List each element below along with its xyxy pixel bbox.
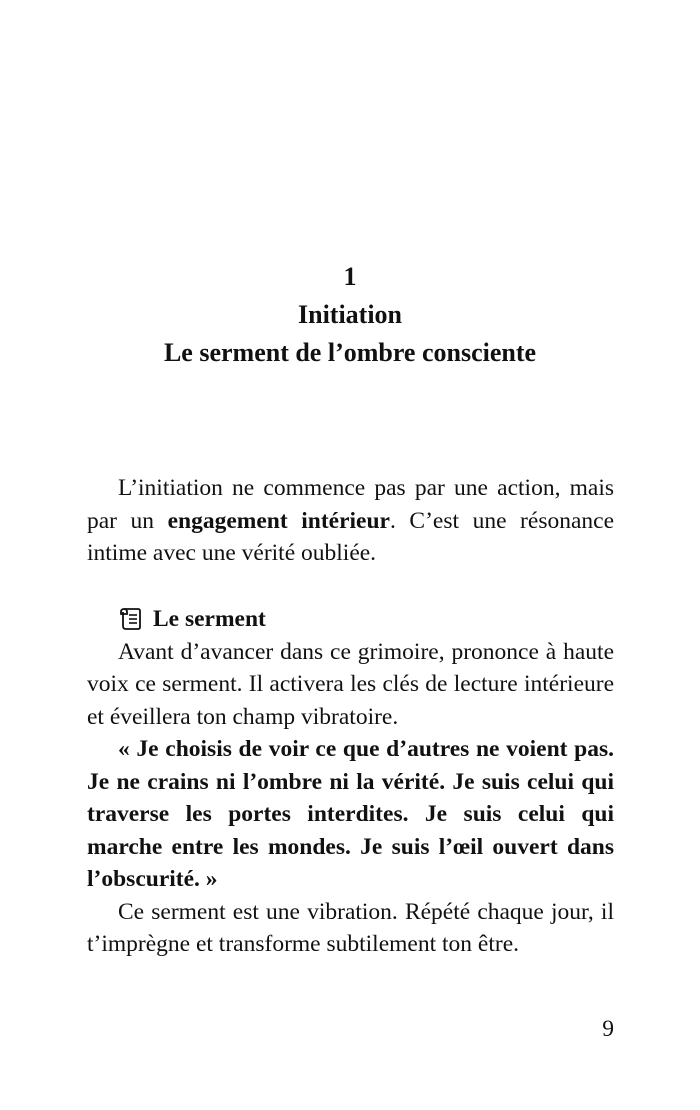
section-heading: [87, 603, 614, 636]
oath-text: « Je choisis de voir ce que d’autres ne voient pas. Je ne crains ni l’ombre ni la vérité. Je suis celui qui traverse les portes interdites. Je suis celui qui marche entre les mondes. Je suis l’œil ouvert dans l’obscurité. »: [87, 736, 614, 892]
chapter-heading: [0, 258, 700, 372]
intro-emphasis: engagement intérieur: [167, 507, 390, 534]
intro-text-before: L’initiation ne commence pas par une action, mais par un: [87, 475, 614, 534]
chapter-number: 1: [343, 262, 357, 291]
chapter-subtitle: Le serment de l’ombre consciente: [163, 338, 537, 367]
section-paragraph-2: Ce serment est une vibration. Répété chaque jour, il t’imprègne et transforme subtilement ton être.: [87, 898, 614, 957]
section-paragraph-1: Avant d’avancer dans ce grimoire, prononce à haute voix ce serment. Il activera les clés de lecture intérieure et éveillera ton champ vibratoire.: [87, 638, 614, 730]
intro-paragraph: [87, 472, 614, 570]
scroll-icon: [118, 606, 144, 632]
section-title: Le serment: [153, 606, 266, 632]
intro-paragraph-block: [87, 472, 614, 570]
intro-text-after: . C’est une résonance intime avec une vérité oubliée.: [87, 507, 615, 566]
page-number: 9: [602, 1016, 614, 1042]
oath-section: [87, 603, 614, 961]
chapter-title: Initiation: [297, 300, 403, 329]
